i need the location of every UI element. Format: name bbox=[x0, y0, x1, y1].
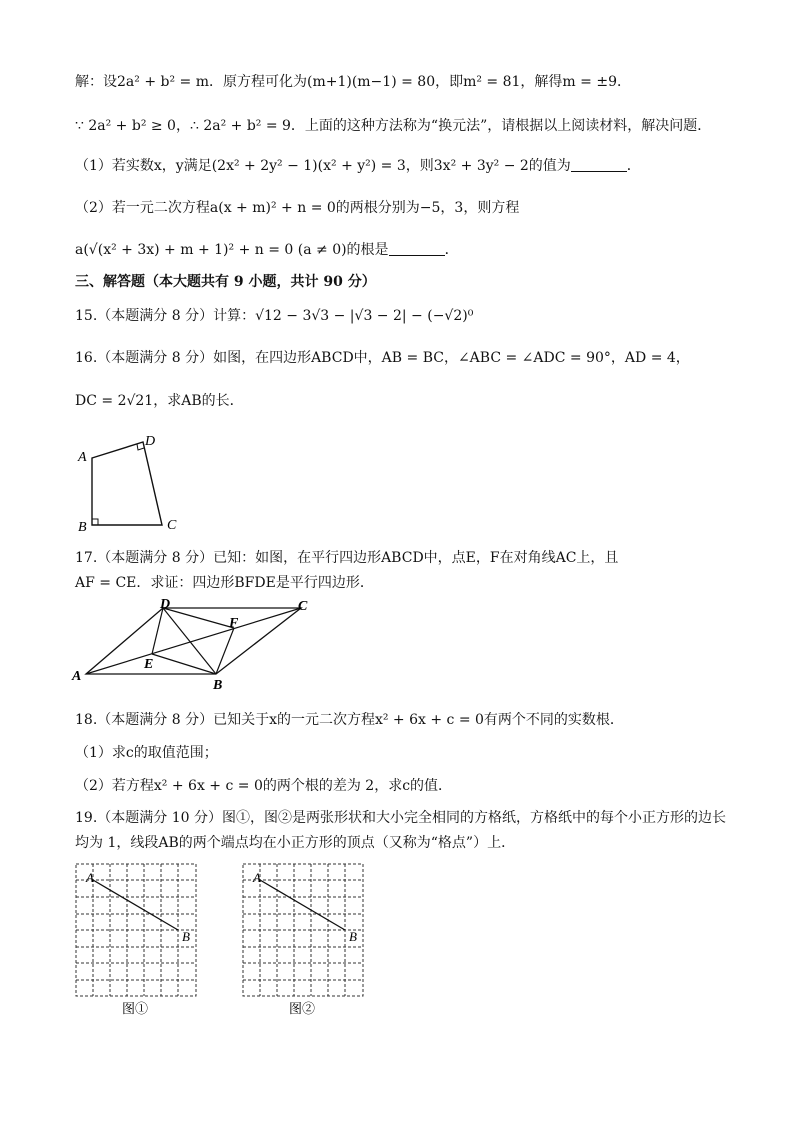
question-16-line-1: 16.（本题满分 8 分）如图，在四边形ABCD中，AB = BC，∠ABC = ∠ADC = 90°，AD = 4， bbox=[75, 350, 690, 366]
label-d: D bbox=[160, 597, 171, 612]
grid-figure-1 bbox=[74, 862, 199, 1017]
question-18-line-1: 18.（本题满分 8 分）已知关于x的一元二次方程x² + 6x + c = 0有两个不同的实数根． bbox=[75, 712, 624, 728]
question-15: 15.（本题满分 8 分）计算：√12 − 3√3 − |√3 − 2| − (−√2)⁰ bbox=[75, 308, 474, 324]
grid-caption-1: 图① bbox=[122, 1001, 149, 1016]
question-19-line-2: 均为 1，线段AB的两个端点均在小正方形的顶点（又称为“格点”）上． bbox=[75, 835, 516, 851]
label-b: B bbox=[78, 520, 87, 535]
question-1-text: （1）若实数x，y满足(2x² + 2y² − 1)(x² + y²) = 3，则3x² + 3y² − 2的值为 bbox=[75, 158, 571, 174]
question-2-text: a(√(x² + 3x) + m + 1)² + n = 0 (a ≠ 0)的根是 bbox=[75, 242, 389, 258]
label-e: E bbox=[144, 657, 154, 672]
parallelogram-figure bbox=[68, 596, 318, 696]
question-2-end: ． bbox=[444, 242, 459, 258]
solution-line-1: 解：设2a² + b² = m．原方程可化为(m+1)(m−1) = 80，即m² = 81，解得m = ±9． bbox=[75, 74, 631, 90]
question-18-line-2: （1）求c的取值范围； bbox=[75, 745, 218, 761]
question-16-line-2: DC = 2√21，求AB的长． bbox=[75, 393, 244, 409]
question-1-end: ． bbox=[626, 158, 641, 174]
question-18-line-3: （2）若方程x² + 6x + c = 0的两个根的差为 2，求c的值． bbox=[75, 778, 453, 794]
grid-caption-2: 图② bbox=[289, 1001, 316, 1016]
label-c: C bbox=[167, 518, 177, 533]
label-f: F bbox=[229, 616, 239, 631]
label-a: A bbox=[86, 870, 94, 885]
label-c: C bbox=[298, 599, 308, 614]
question-2-line-1: （2）若一元二次方程a(x + m)² + n = 0的两根分别为−5，3，则方程 bbox=[75, 200, 520, 216]
label-b: B bbox=[182, 929, 190, 944]
label-a: A bbox=[253, 870, 261, 885]
label-d: D bbox=[145, 434, 156, 449]
section-heading: 三、解答题（本大题共有 9 小题，共计 90 分） bbox=[75, 274, 376, 290]
grid-figure-2 bbox=[241, 862, 366, 1017]
answer-blank-1[interactable] bbox=[571, 157, 627, 172]
quadrilateral-figure bbox=[70, 430, 190, 540]
question-2-line-2 bbox=[75, 240, 459, 260]
question-17-line-2: AF = CE．求证：四边形BFDE是平行四边形． bbox=[75, 575, 374, 591]
answer-blank-2[interactable] bbox=[389, 241, 445, 256]
label-a: A bbox=[72, 669, 82, 684]
question-17-line-1: 17.（本题满分 8 分）已知：如图，在平行四边形ABCD中，点E，F在对角线AC上，且 bbox=[75, 550, 619, 566]
solution-line-2: ∵ 2a² + b² ≥ 0，∴ 2a² + b² = 9．上面的这种方法称为“换元法”，请根据以上阅读材料，解决问题． bbox=[75, 118, 712, 134]
label-b: B bbox=[349, 929, 357, 944]
question-19-line-1: 19.（本题满分 10 分）图①，图②是两张形状和大小完全相同的方格纸，方格纸中的每个小正方形的边长 bbox=[75, 810, 726, 826]
question-1 bbox=[75, 156, 641, 176]
label-b: B bbox=[213, 678, 223, 693]
label-a: A bbox=[78, 450, 87, 465]
